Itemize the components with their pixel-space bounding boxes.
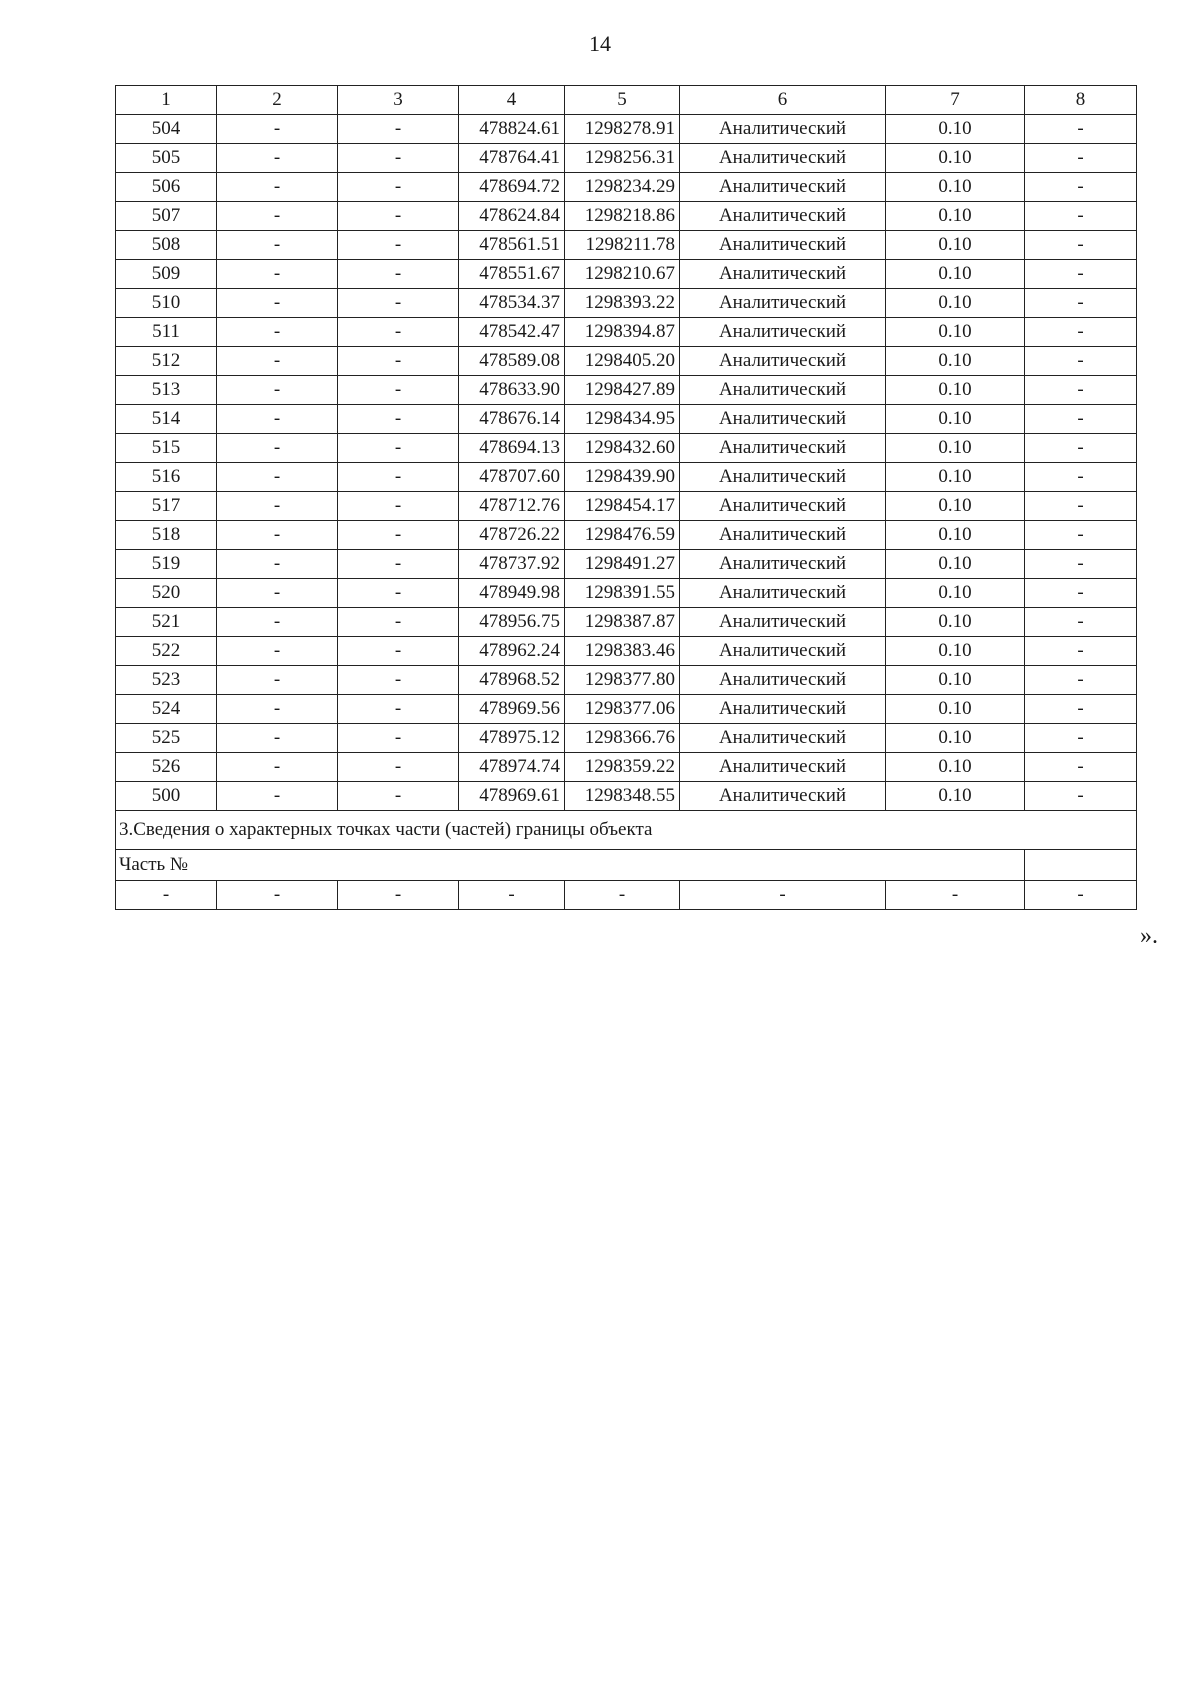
table-cell: 478726.22 xyxy=(459,521,565,550)
table-cell: 0.10 xyxy=(886,782,1025,811)
table-cell: 511 xyxy=(116,318,217,347)
table-cell: 478969.61 xyxy=(459,782,565,811)
section-title-row xyxy=(116,811,1137,850)
table-cell: 512 xyxy=(116,347,217,376)
table-cell: 1298439.90 xyxy=(565,463,680,492)
table-cell: - xyxy=(338,231,459,260)
table-cell: Аналитический xyxy=(680,753,886,782)
table-row xyxy=(116,492,1137,521)
table-row xyxy=(116,144,1137,173)
table-cell: 1298218.86 xyxy=(565,202,680,231)
table-cell: Аналитический xyxy=(680,782,886,811)
table-cell: - xyxy=(217,144,338,173)
table-cell: - xyxy=(338,637,459,666)
table-cell: - xyxy=(338,463,459,492)
table-cell: 478956.75 xyxy=(459,608,565,637)
table-cell: 522 xyxy=(116,637,217,666)
table-cell: 478974.74 xyxy=(459,753,565,782)
table-cell: - xyxy=(217,753,338,782)
table-cell: - xyxy=(1025,724,1137,753)
table-cell: 478962.24 xyxy=(459,637,565,666)
table-cell: 510 xyxy=(116,289,217,318)
table-cell: 1298432.60 xyxy=(565,434,680,463)
table-cell: Аналитический xyxy=(680,608,886,637)
table-cell: Аналитический xyxy=(680,695,886,724)
table-row xyxy=(116,550,1137,579)
table-cell: - xyxy=(217,202,338,231)
table-row xyxy=(116,753,1137,782)
table-row xyxy=(116,695,1137,724)
table-cell: Аналитический xyxy=(680,579,886,608)
table-cell: 478949.98 xyxy=(459,579,565,608)
table-cell: 478676.14 xyxy=(459,405,565,434)
table-cell: 1298427.89 xyxy=(565,376,680,405)
table-cell: - xyxy=(217,521,338,550)
column-number-cell: 4 xyxy=(459,86,565,115)
empty-cell: - xyxy=(338,881,459,910)
table-cell: 0.10 xyxy=(886,347,1025,376)
table-cell: - xyxy=(1025,550,1137,579)
table-cell: 526 xyxy=(116,753,217,782)
table-cell: Аналитический xyxy=(680,231,886,260)
table-cell: 478589.08 xyxy=(459,347,565,376)
table-cell: 1298211.78 xyxy=(565,231,680,260)
table-cell: - xyxy=(1025,347,1137,376)
column-number-cell: 6 xyxy=(680,86,886,115)
table-cell: 500 xyxy=(116,782,217,811)
table-cell: Аналитический xyxy=(680,376,886,405)
table-cell: - xyxy=(1025,202,1137,231)
table-cell: 0.10 xyxy=(886,521,1025,550)
table-cell: 1298210.67 xyxy=(565,260,680,289)
table-row xyxy=(116,173,1137,202)
table-cell: 478694.13 xyxy=(459,434,565,463)
table-cell: - xyxy=(1025,115,1137,144)
table-cell: 1298405.20 xyxy=(565,347,680,376)
table-cell: 0.10 xyxy=(886,637,1025,666)
table-cell: Аналитический xyxy=(680,434,886,463)
table-cell: - xyxy=(338,144,459,173)
table-cell: 478737.92 xyxy=(459,550,565,579)
table-cell: 478824.61 xyxy=(459,115,565,144)
table-cell: 504 xyxy=(116,115,217,144)
table-row xyxy=(116,666,1137,695)
table-row xyxy=(116,347,1137,376)
table-row xyxy=(116,521,1137,550)
table-cell: 505 xyxy=(116,144,217,173)
table-cell: 478633.90 xyxy=(459,376,565,405)
table-row xyxy=(116,289,1137,318)
table-cell: 478534.37 xyxy=(459,289,565,318)
table-cell: 513 xyxy=(116,376,217,405)
table-cell: - xyxy=(1025,782,1137,811)
table-row xyxy=(116,579,1137,608)
table-cell: 520 xyxy=(116,579,217,608)
table-cell: 478969.56 xyxy=(459,695,565,724)
table-cell: 1298454.17 xyxy=(565,492,680,521)
table-cell: - xyxy=(217,579,338,608)
column-number-row xyxy=(116,86,1137,115)
table-cell: - xyxy=(338,318,459,347)
table-cell: 519 xyxy=(116,550,217,579)
table-cell: - xyxy=(338,521,459,550)
table-cell: 0.10 xyxy=(886,695,1025,724)
table-cell: - xyxy=(217,608,338,637)
table-cell: - xyxy=(338,753,459,782)
section-title: 3.Сведения о характерных точках части (частей) границы объекта xyxy=(116,811,1137,850)
table-cell: - xyxy=(338,405,459,434)
table-cell: Аналитический xyxy=(680,521,886,550)
table-cell: 518 xyxy=(116,521,217,550)
table-cell: Аналитический xyxy=(680,550,886,579)
table-cell: - xyxy=(1025,695,1137,724)
table-cell: - xyxy=(217,115,338,144)
column-number-cell: 8 xyxy=(1025,86,1137,115)
table-cell: - xyxy=(217,231,338,260)
table-cell: - xyxy=(217,492,338,521)
table-cell: 478707.60 xyxy=(459,463,565,492)
table-tail xyxy=(116,811,1137,910)
table-cell: - xyxy=(338,579,459,608)
table-cell: 1298387.87 xyxy=(565,608,680,637)
table-cell: 525 xyxy=(116,724,217,753)
table-body xyxy=(116,86,1137,811)
table-row xyxy=(116,260,1137,289)
table-cell: Аналитический xyxy=(680,666,886,695)
table-cell: 0.10 xyxy=(886,666,1025,695)
table-cell: 1298366.76 xyxy=(565,724,680,753)
table-cell: - xyxy=(217,289,338,318)
part-label: Часть № xyxy=(116,850,1025,881)
empty-cell: - xyxy=(680,881,886,910)
table-cell: - xyxy=(217,260,338,289)
table-cell: - xyxy=(338,608,459,637)
table-cell: Аналитический xyxy=(680,347,886,376)
table-cell: - xyxy=(338,376,459,405)
table-cell: - xyxy=(217,463,338,492)
table-cell: 1298394.87 xyxy=(565,318,680,347)
table-cell: 517 xyxy=(116,492,217,521)
table-cell: - xyxy=(1025,579,1137,608)
table-cell: - xyxy=(217,550,338,579)
table-row xyxy=(116,637,1137,666)
table-cell: 509 xyxy=(116,260,217,289)
table-cell: 0.10 xyxy=(886,405,1025,434)
table-cell: 0.10 xyxy=(886,492,1025,521)
table-cell: 1298377.06 xyxy=(565,695,680,724)
table-cell: Аналитический xyxy=(680,260,886,289)
table-cell: 478561.51 xyxy=(459,231,565,260)
table-cell: 1298278.91 xyxy=(565,115,680,144)
table-cell: 478712.76 xyxy=(459,492,565,521)
table-cell: 0.10 xyxy=(886,434,1025,463)
table-cell: Аналитический xyxy=(680,724,886,753)
table-cell: 514 xyxy=(116,405,217,434)
table-row xyxy=(116,724,1137,753)
table-cell: - xyxy=(338,260,459,289)
table-cell: 1298348.55 xyxy=(565,782,680,811)
table-cell: - xyxy=(1025,637,1137,666)
table-cell: 478551.67 xyxy=(459,260,565,289)
table-cell: 0.10 xyxy=(886,579,1025,608)
part-value xyxy=(1025,850,1137,881)
table-cell: 1298391.55 xyxy=(565,579,680,608)
table-cell: - xyxy=(1025,463,1137,492)
table-cell: - xyxy=(217,173,338,202)
empty-cell: - xyxy=(565,881,680,910)
table-cell: 0.10 xyxy=(886,550,1025,579)
table-cell: 0.10 xyxy=(886,724,1025,753)
table-cell: Аналитический xyxy=(680,492,886,521)
table-row xyxy=(116,463,1137,492)
table-row xyxy=(116,405,1137,434)
table-cell: - xyxy=(217,318,338,347)
table-cell: - xyxy=(338,492,459,521)
empty-cell: - xyxy=(886,881,1025,910)
table-cell: Аналитический xyxy=(680,405,886,434)
table-row xyxy=(116,231,1137,260)
table-cell: - xyxy=(1025,666,1137,695)
table-cell: 1298377.80 xyxy=(565,666,680,695)
table-cell: - xyxy=(217,695,338,724)
table-cell: 0.10 xyxy=(886,144,1025,173)
table-cell: - xyxy=(338,782,459,811)
table-row xyxy=(116,782,1137,811)
table-cell: - xyxy=(338,550,459,579)
table-cell: - xyxy=(1025,492,1137,521)
part-label-row xyxy=(116,850,1137,881)
column-number-cell: 1 xyxy=(116,86,217,115)
table-cell: 0.10 xyxy=(886,289,1025,318)
table-row xyxy=(116,115,1137,144)
table-cell: - xyxy=(338,347,459,376)
table-cell: 478694.72 xyxy=(459,173,565,202)
table-cell: Аналитический xyxy=(680,115,886,144)
table-cell: - xyxy=(338,434,459,463)
table-cell: 478542.47 xyxy=(459,318,565,347)
table-cell: 0.10 xyxy=(886,202,1025,231)
table-cell: 0.10 xyxy=(886,318,1025,347)
table-row xyxy=(116,608,1137,637)
table-cell: 507 xyxy=(116,202,217,231)
table-cell: 478968.52 xyxy=(459,666,565,695)
table-cell: - xyxy=(338,695,459,724)
coordinates-table xyxy=(115,85,1137,910)
table-cell: 1298383.46 xyxy=(565,637,680,666)
table-cell: - xyxy=(338,173,459,202)
table-cell: 508 xyxy=(116,231,217,260)
column-number-cell: 5 xyxy=(565,86,680,115)
empty-cell: - xyxy=(459,881,565,910)
table-cell: 1298393.22 xyxy=(565,289,680,318)
table-cell: - xyxy=(1025,231,1137,260)
table-cell: - xyxy=(217,405,338,434)
column-number-cell: 3 xyxy=(338,86,459,115)
table-cell: - xyxy=(217,724,338,753)
table-row xyxy=(116,376,1137,405)
table-cell: - xyxy=(1025,376,1137,405)
table-cell: - xyxy=(1025,753,1137,782)
empty-cell: - xyxy=(1025,881,1137,910)
table-cell: 1298491.27 xyxy=(565,550,680,579)
column-number-cell: 2 xyxy=(217,86,338,115)
table-cell: - xyxy=(1025,434,1137,463)
table-cell: 1298434.95 xyxy=(565,405,680,434)
table-cell: 0.10 xyxy=(886,463,1025,492)
table-cell: 515 xyxy=(116,434,217,463)
table-cell: 1298359.22 xyxy=(565,753,680,782)
table-cell: - xyxy=(338,289,459,318)
table-cell: 478764.41 xyxy=(459,144,565,173)
table-cell: 0.10 xyxy=(886,753,1025,782)
table-cell: Аналитический xyxy=(680,202,886,231)
column-number-cell: 7 xyxy=(886,86,1025,115)
table-cell: 0.10 xyxy=(886,231,1025,260)
table-cell: - xyxy=(217,376,338,405)
closing-quote-mark: ». xyxy=(1140,923,1158,949)
table-cell: - xyxy=(338,724,459,753)
table-cell: 523 xyxy=(116,666,217,695)
table-cell: - xyxy=(1025,608,1137,637)
table-cell: 524 xyxy=(116,695,217,724)
table-cell: 521 xyxy=(116,608,217,637)
table-cell: Аналитический xyxy=(680,463,886,492)
table-row xyxy=(116,434,1137,463)
table-cell: 0.10 xyxy=(886,260,1025,289)
table-cell: 1298256.31 xyxy=(565,144,680,173)
table-cell: - xyxy=(338,202,459,231)
table-cell: 1298234.29 xyxy=(565,173,680,202)
empty-part-row xyxy=(116,881,1137,910)
table-cell: - xyxy=(338,666,459,695)
table-cell: - xyxy=(1025,405,1137,434)
table-cell: 0.10 xyxy=(886,376,1025,405)
table-cell: 516 xyxy=(116,463,217,492)
empty-cell: - xyxy=(116,881,217,910)
table-cell: - xyxy=(1025,521,1137,550)
table-row xyxy=(116,318,1137,347)
page-number: 14 xyxy=(589,31,611,56)
table-cell: - xyxy=(217,666,338,695)
table-cell: Аналитический xyxy=(680,144,886,173)
table-cell: 1298476.59 xyxy=(565,521,680,550)
table-cell: Аналитический xyxy=(680,173,886,202)
table-cell: 478975.12 xyxy=(459,724,565,753)
table-row xyxy=(116,202,1137,231)
table-cell: - xyxy=(1025,260,1137,289)
table-cell: - xyxy=(217,347,338,376)
table-cell: Аналитический xyxy=(680,637,886,666)
table-cell: - xyxy=(1025,318,1137,347)
table-cell: 0.10 xyxy=(886,173,1025,202)
table-cell: - xyxy=(217,434,338,463)
table-cell: 0.10 xyxy=(886,115,1025,144)
table-cell: Аналитический xyxy=(680,318,886,347)
table-cell: Аналитический xyxy=(680,289,886,318)
table-cell: - xyxy=(1025,144,1137,173)
table-cell: - xyxy=(217,637,338,666)
table-cell: - xyxy=(1025,289,1137,318)
table-cell: - xyxy=(217,782,338,811)
table-cell: - xyxy=(338,115,459,144)
table-cell: 478624.84 xyxy=(459,202,565,231)
empty-cell: - xyxy=(217,881,338,910)
table-cell: 506 xyxy=(116,173,217,202)
table-cell: 0.10 xyxy=(886,608,1025,637)
table-cell: - xyxy=(1025,173,1137,202)
